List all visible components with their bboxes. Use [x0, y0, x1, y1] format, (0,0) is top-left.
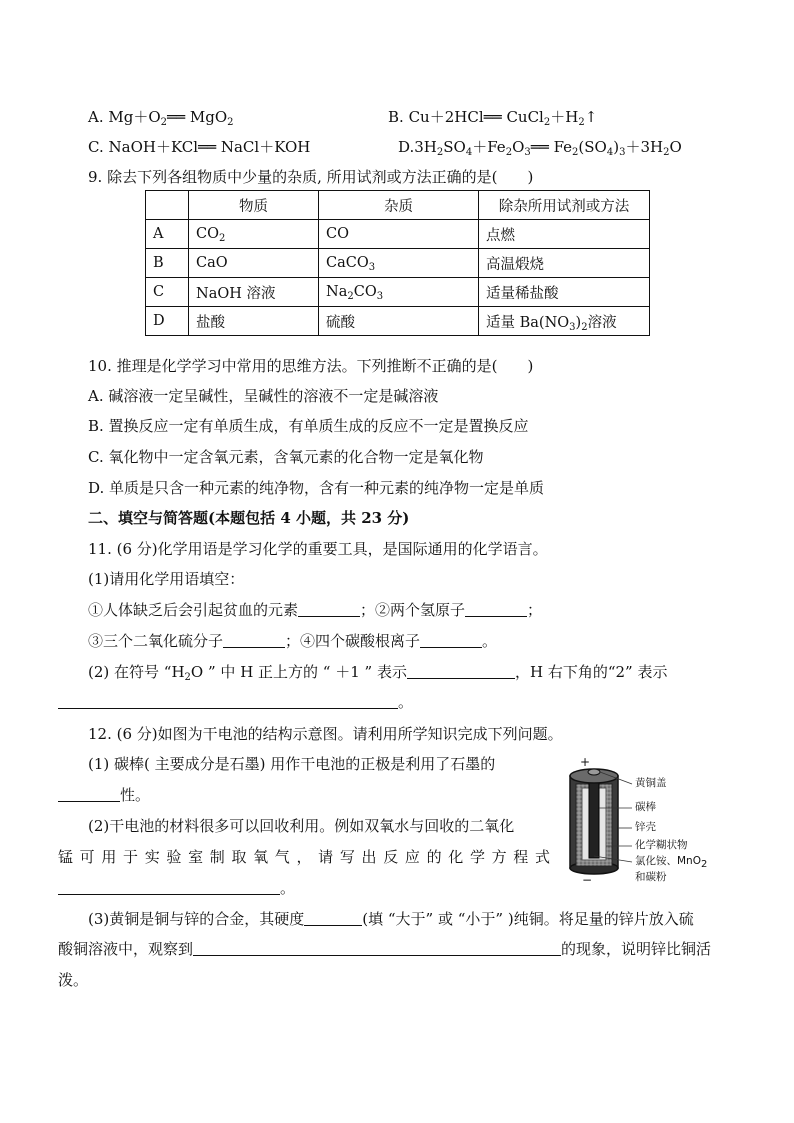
method-cell: 点燃	[479, 220, 650, 249]
table-header-cell: 杂质	[319, 191, 479, 220]
q12-part3-line3: 泼。	[58, 971, 89, 989]
q10-option-a[interactable]: A. 碱溶液一定呈碱性，呈碱性的溶液不一定是碱溶液	[88, 387, 439, 405]
table-row[interactable]	[146, 307, 650, 336]
label-brass-cap: 黄铜盖	[635, 777, 667, 789]
label-carbon-rod: 碳棒	[635, 801, 656, 813]
row-label: A	[146, 220, 189, 249]
q12-part2-line1: (2)干电池的材料很多可以回收利用。例如双氧水与回收的二氧化	[88, 817, 515, 835]
answer-blank[interactable]	[298, 601, 360, 617]
negative-terminal-label: −	[582, 873, 593, 887]
row-label: D	[146, 307, 189, 336]
table-row[interactable]	[146, 220, 650, 249]
impurity-cell: CaCO$_3$	[319, 249, 479, 278]
carbon-rod	[589, 772, 599, 858]
q10-option-d[interactable]: D. 单质是只含一种元素的纯净物，含有一种元素的纯净物一定是单质	[88, 479, 545, 497]
q12-stem: 12. (6 分)如图为干电池的结构示意图。请利用所学知识完成下列问题。	[88, 725, 563, 743]
answer-blank[interactable]	[58, 786, 120, 802]
row-label: C	[146, 278, 189, 307]
substance-cell: $CO_2$	[189, 220, 319, 249]
answer-blank[interactable]	[304, 910, 362, 926]
table-header-cell: 除杂所用试剂或方法	[479, 191, 650, 220]
q8-option-a[interactable]: A. $Mg+O_2══$ MgO$_2$	[88, 108, 234, 128]
q11-stem: 11. (6 分)化学用语是学习化学的重要工具，是国际通用的化学语言。	[88, 540, 548, 558]
method-cell: 适量 $Ba(NO_3)_2$溶液	[479, 307, 650, 336]
impurity-cell: 硫酸	[319, 307, 479, 336]
table-row[interactable]	[146, 249, 650, 278]
section-title: 二、填空与简答题(本题包括 4 小题，共 23 分)	[88, 509, 410, 527]
method-cell: 适量稀盐酸	[479, 278, 650, 307]
label-ammonium-chloride: 氯化铵、MnO$_2$	[635, 855, 708, 870]
substance-cell: 盐酸	[189, 307, 319, 336]
q12-part2-line2: 锰可用于实验室制取氧气，请写出反应的化学方程式	[58, 848, 550, 866]
method-cell: 高温煅烧	[479, 249, 650, 278]
substance-cell: NaOH 溶液	[189, 278, 319, 307]
q12-part1-line1: (1) 碳棒( 主要成分是石墨) 用作干电池的正极是利用了石墨的	[88, 755, 496, 773]
label-zinc-shell: 锌壳	[635, 821, 656, 833]
answer-blank[interactable]	[193, 940, 561, 956]
impurity-cell: $Na_2CO_3$	[319, 278, 479, 307]
q11-part2-line2: 。	[58, 692, 413, 712]
q10-option-c[interactable]: C. 氧化物中一定含氧元素，含氧元素的化合物一定是氧化物	[88, 448, 484, 466]
answer-blank[interactable]	[465, 601, 527, 617]
substance-cell: CaO	[189, 249, 319, 278]
q9-stem: 9. 除去下列各组物质中少量的杂质, 所用试剂或方法正确的是( )	[88, 168, 534, 186]
battery-figure	[560, 755, 740, 888]
q12-part2-line3: 。	[58, 878, 295, 898]
answer-blank[interactable]	[58, 879, 280, 895]
table-row[interactable]	[146, 278, 650, 307]
q8-option-d[interactable]: $D.3H_2SO_4+Fe_2O_3══$ $Fe_2(SO_4)_3+3H_2O$	[398, 138, 682, 158]
q8-option-c[interactable]: C. NaOH＋KCl══ NaCl＋KOH	[88, 138, 311, 156]
q11-part1-line2: ③三个二氧化硫分子 ；④四个碳酸根离子 。	[88, 632, 498, 650]
q12-part1-line2: 性。	[58, 785, 150, 805]
q10-stem: 10. 推理是化学学习中常用的思维方法。下列推断不正确的是( )	[88, 357, 534, 375]
answer-blank[interactable]	[407, 663, 515, 679]
table-header-cell: 物质	[189, 191, 319, 220]
table-header-cell	[146, 191, 189, 220]
answer-blank[interactable]	[420, 632, 482, 648]
label-paste: 化学糊状物	[635, 839, 688, 851]
q11-part1-intro: (1)请用化学用语填空：	[88, 570, 245, 588]
impurity-cell: CO	[319, 220, 479, 249]
cap-terminal	[588, 769, 600, 775]
answer-blank[interactable]	[223, 632, 285, 648]
q11-part1-line1: ①人体缺乏后会引起贫血的元素 ；②两个氢原子 ；	[88, 601, 543, 619]
positive-terminal-label: +	[580, 755, 591, 769]
table-header-row	[146, 191, 650, 220]
row-label: B	[146, 249, 189, 278]
answer-blank[interactable]	[58, 693, 398, 709]
q12-part3-line2: 酸铜溶液中，观察到 的现象，说明锌比铜活	[58, 940, 712, 958]
q8-option-b[interactable]: B. Cu＋2HCl══ $CuCl_2+H_2↑$	[388, 108, 598, 128]
label-carbon-powder: 和碳粉	[635, 871, 667, 883]
q9-table	[145, 190, 650, 336]
q11-part2-line1: (2) 在符号 “$H_2O$ ” 中 H 正上方的 “ ＋1 ” 表示 ，H 右下角的“2” 表示	[88, 663, 668, 683]
q10-option-b[interactable]: B. 置换反应一定有单质生成，有单质生成的反应不一定是置换反应	[88, 417, 529, 435]
q12-part3-line1: (3)黄铜是铜与锌的合金，其硬度 (填 “大于” 或 “小于” )纯铜。将足量的锌片放入硫	[88, 910, 694, 928]
